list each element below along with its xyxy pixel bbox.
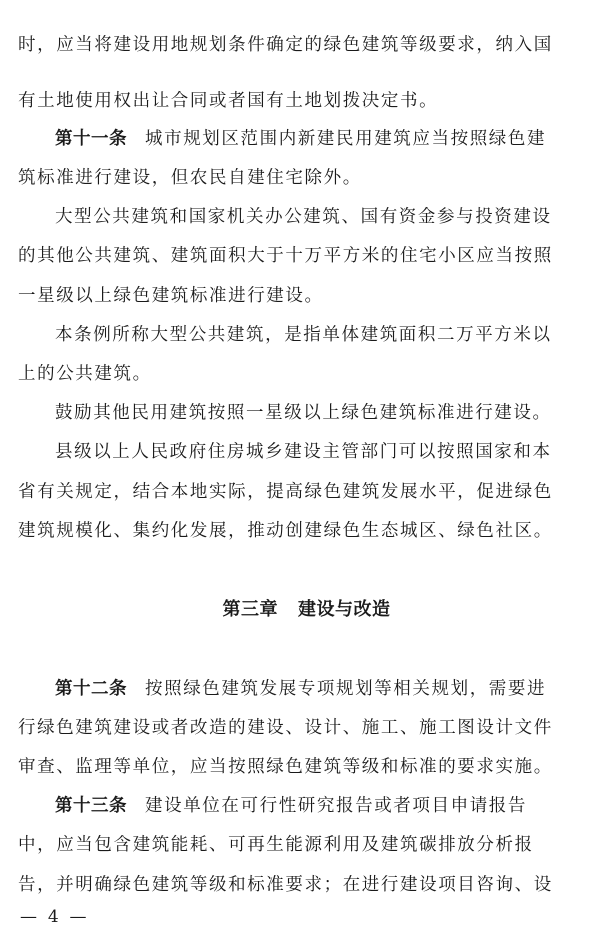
chapter-title: 建设与改造 <box>298 599 391 620</box>
chapter-number: 第三章 <box>222 599 278 620</box>
article-12-paragraph <box>55 674 598 704</box>
text-line: 一星级以上绿色建筑标准进行建设。 <box>18 286 324 306</box>
article-12-heading: 第十二条 <box>55 679 127 699</box>
text-segment: 建设单位在可行性研究报告或者项目申请报告 <box>145 796 527 816</box>
page-number-value: 4 <box>47 907 59 927</box>
text-line: 本条例所称大型公共建筑，是指单体建筑面积二万平方米以 <box>55 325 552 345</box>
text-line: 鼓励其他民用建筑按照一星级以上绿色建筑标准进行建设。 <box>55 403 552 423</box>
article-11-paragraph <box>55 124 598 154</box>
dash-left: — <box>20 907 37 927</box>
text-line: 省有关规定，结合本地实际，提高绿色建筑发展水平，促进绿色 <box>18 482 553 502</box>
text-line: 时，应当将建设用地规划条件确定的绿色建筑等级要求，纳入国 <box>18 35 553 55</box>
article-11-heading: 第十一条 <box>55 129 127 149</box>
text-line: 县级以上人民政府住房城乡建设主管部门可以按照国家和本 <box>55 442 552 462</box>
article-13-heading: 第十三条 <box>55 796 127 816</box>
text-line: 上的公共建筑。 <box>18 364 152 384</box>
text-line: 大型公共建筑和国家机关办公建筑、国有资金参与投资建设 <box>55 207 552 227</box>
text-line: 审查、监理等单位，应当按照绿色建筑等级和标准的要求实施。 <box>18 757 553 777</box>
chapter-heading <box>0 595 613 625</box>
page-number <box>20 905 86 929</box>
text-line: 中，应当包含建筑能耗、可再生能源利用及建筑碳排放分析报 <box>18 835 534 855</box>
text-line: 的其他公共建筑、建筑面积大于十万平方米的住宅小区应当按照 <box>18 246 553 266</box>
text-line: 有土地使用权出让合同或者国有土地划拨决定书。 <box>18 91 439 111</box>
text-line: 告，并明确绿色建筑等级和标准要求；在进行建设项目咨询、设 <box>18 875 553 895</box>
article-13-paragraph <box>55 791 598 821</box>
dash-right: — <box>69 907 87 927</box>
text-line: 行绿色建筑建设或者改造的建设、设计、施工、施工图设计文件 <box>18 718 553 738</box>
text-line: 筑标准进行建设，但农民自建住宅除外。 <box>18 168 362 188</box>
text-segment: 城市规划区范围内新建民用建筑应当按照绿色建 <box>145 129 547 149</box>
text-segment: 按照绿色建筑发展专项规划等相关规划，需要进 <box>145 679 547 699</box>
text-line: 建筑规模化、集约化发展，推动创建绿色生态城区、绿色社区。 <box>18 521 553 541</box>
